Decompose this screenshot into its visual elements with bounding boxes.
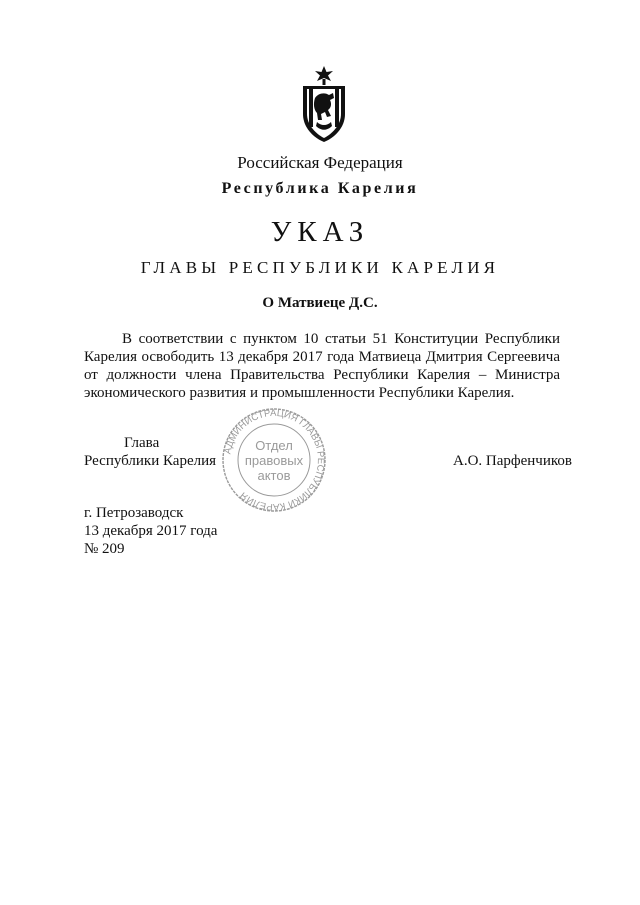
- stamp-ring-text: АДМИНИСТРАЦИЯ ГЛАВЫ РЕСПУБЛИКИ КАРЕЛИЯ: [222, 408, 327, 512]
- office-stamp: [215, 408, 333, 512]
- signatory-name: А.О. Парфенчиков: [453, 453, 572, 469]
- document-subject: О Матвиеце Д.С.: [262, 295, 378, 311]
- place-of-issue: г. Петрозаводск: [84, 505, 184, 521]
- document-number: № 209: [84, 541, 125, 557]
- document-body: В соответствии с пунктом 10 статьи 51 Конституции Республики Карелия освободить 13 декабря 2017 года Матвиеца Дмитрия Сергеевича от должности члена Правительства Республики Карелия – Министра экономического развития и промышленности Республики Карелия.: [84, 331, 560, 401]
- stamp-line-2: правовых: [244, 453, 304, 468]
- republic-name: Республика Карелия: [221, 180, 419, 197]
- document-issuer: ГЛАВЫ РЕСПУБЛИКИ КАРЕЛИЯ: [140, 258, 500, 277]
- coat-of-arms-icon: [298, 64, 350, 144]
- document-type: УКАЗ: [270, 216, 370, 248]
- country-name: Российская Федерация: [237, 153, 403, 172]
- stamp-line-1: Отдел: [255, 438, 293, 453]
- stamp-line-3: актов: [257, 468, 291, 483]
- signature-organization: Республики Карелия: [84, 453, 217, 469]
- issue-date: 13 декабря 2017 года: [84, 523, 218, 539]
- signature-title: Глава: [124, 435, 160, 451]
